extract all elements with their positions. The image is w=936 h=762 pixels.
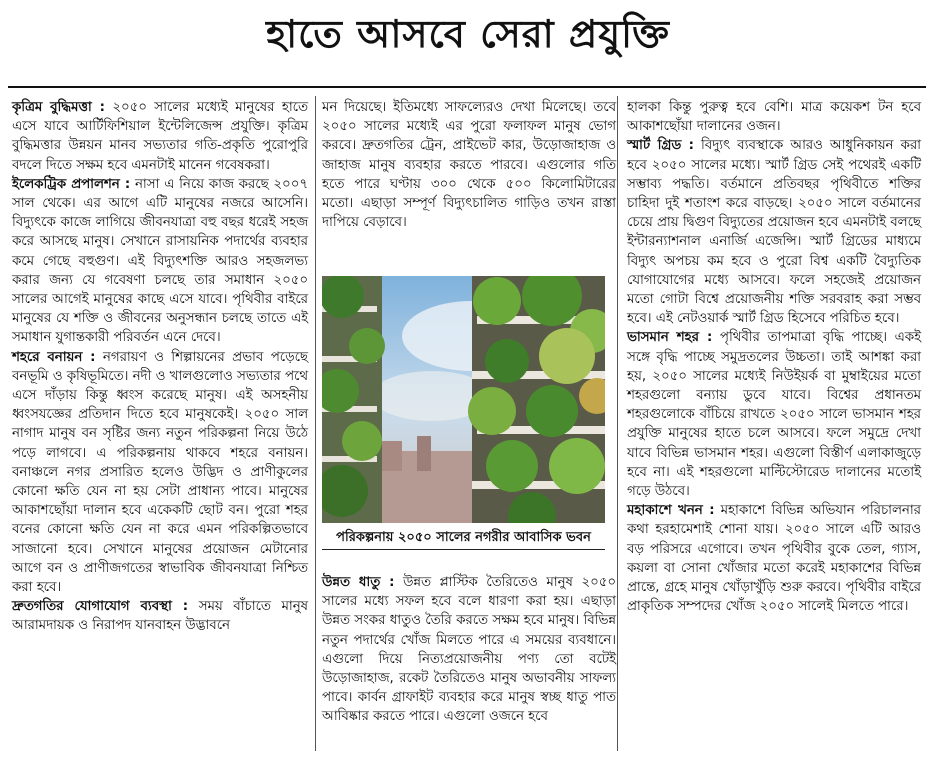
section-body: মহাকাশে বিভিন্ন অভিযান পরিচালনার কথা হরহামেশাই শোনা যায়। ২০৫০ সালে এটি আরও বড় পরিসরে এগোবে। তখন পৃথিবীর বুকে তেল, গ্যাস, কয়লা বা সোনা খোঁজার মতো করেই মহাকাশের বিভিন্ন প্রান্তে, গ্রহে মানুষ খোঁড়াখুঁড়ি শুরু করবে। পৃথিবীর বাইরে প্রাকৃতিক সম্পদের খোঁজ ২০৫০ সালেই মিলতে পারে। xyxy=(627,503,921,615)
section-body: নগরায়ণ ও শিল্পায়নের প্রভাব পড়েছে বনভূমি ও কৃষিভূমিতে। নদী ও খালগুলোও সভ্যতার পথে এসে দাঁড়ায় কিন্তু ধ্বংস করেছে মানুষ। এই অসহনীয় ধ্বংসযজ্ঞের প্রতিদান দিতে হবে মানুষকেই। ২০৫০ সাল নাগাদ মানুষ বন সৃষ্টির জন্য নতুন পরিকল্পনা নিয়ে উঠে পড়ে লাগবে। এ পরিকল্পনায় থাকবে শহরে বনায়ন। বনাঞ্চলে নগর প্রসারিত হলেও উদ্ভিদ ও প্রাণীকুলের কোনো ক্ষতি যেন না হয় সেটা প্রাধান্য পাবে। মানুষের আকাশছোঁয়া দালান হবে একেকটি ছোট বন। পুরো শহর বনের কোনো ক্ষতি যেন না করে এমন পরিকল্পিতভাবে সাজানো হবে। সেখানে মানুষের প্রয়োজন মেটানোর আগে বন ও প্রাণীজগতের স্বাভাবিক জীবনযাত্রা নিশ্চিত করা হবে। xyxy=(12,349,308,596)
section-title: মহাকাশে খনন : xyxy=(627,503,715,519)
headline-rule xyxy=(8,86,926,88)
section-title: শহরে বনায়ন : xyxy=(12,349,96,365)
paragraph-fast-transport-continued: মন দিয়েছে। ইতিমধ্যে সাফল্যেরও দেখা মিলেছে। তবে ২০৫০ সালের মধ্যেই এর পুরো ফলাফল মানুষ ভোগ করবে। দ্রুতগতির ট্রেন, প্রাইভেট কার, উড়োজাহাজ ও জাহাজ মানুষ ব্যবহার করতে পারবে। এগুলোর গতি হতে পারে ঘণ্টায় ৩০০ থেকে ৫০০ কিলোমিটারের মতো। এছাড়া সম্পূর্ণ বিদ্যুৎচালিত গাড়িও তখন রাস্তা দাপিয়ে বেড়াবে। xyxy=(322,100,616,231)
paragraph-smart-grid xyxy=(627,136,921,328)
section-body: পৃথিবীর তাপমাত্রা বৃদ্ধি পাচ্ছে। একই সঙ্গে বৃদ্ধি পাচ্ছে সমুদ্রতলের উচ্চতা। তাই আশঙ্কা করা হয়, ২০৫০ সালের মধ্যেই নিউইয়র্ক বা মুম্বাইয়ের মতো শহরগুলো বন্যায় ডুবে যাবে। বিশ্বের প্রধানতম শহরগুলোকে বাঁচিয়ে রাখতে ২০৫০ সালে ভাসমান শহর প্রযুক্তি মানুষের হাতে চলে আসবে। ফলে সমুদ্রে দেখা যাবে বিভিন্ন ভাসমান শহর। এগুলো বিস্তীর্ণ এলাকাজুড়ে হবে না। এই শহরগুলো মাল্টিস্টোরেড দালানের মতোই গড়ে উঠবে। xyxy=(627,330,921,500)
section-body: ২০৫০ সালের মধ্যেই মানুষের হাতে এসে যাবে আর্টিফিশিয়াল ইন্টেলিজেন্স প্রযুক্তি। কৃত্রিম বুদ্ধিমত্তার উন্নয়ন মানব সভ্যতার গতি-প্রকৃতি পুরোপুরি বদলে দিতে সক্ষম হবে এমনটাই মানেন গবেষকরা। xyxy=(12,100,308,173)
article-column-1 xyxy=(12,98,308,636)
paragraph-fast-transport xyxy=(12,597,308,635)
article-column-2 xyxy=(322,98,616,232)
column-divider xyxy=(617,96,618,751)
section-body: বিদ্যুৎ ব্যবস্থাকে আরও আধুনিকায়ন করা হবে ২০৫০ সালের মধ্যে। স্মার্ট গ্রিড সেই পথেরই একটি সম্ভাব্য পদ্ধতি। বর্তমানে প্রতিবছর পৃথিবীতে শক্তির চাহিদা দুই শতাংশ করে বাড়ছে। ২০৫০ সালে বর্তমানের চেয়ে প্রায় দ্বিগুণ বিদ্যুতের প্রয়োজন হবে এমনটাই বলছে ইন্টারন্যাশনাল এনার্জি এজেন্সি। স্মার্ট গ্রিডের মাধ্যমে বিদ্যুৎ অপচয় কম হবে ও পুরো বিশ্ব একটি বৈদ্যুতিক যোগাযোগের মধ্যে আসবে। ফলে সহজেই প্রয়োজন মতো গোটা বিশ্বে প্রয়োজনীয় শক্তি সরবরাহ করা সম্ভব হবে। এই নেটওয়ার্ক স্মার্ট গ্রিড হিসেবে পরিচিত হবে। xyxy=(627,138,922,327)
section-body: সময় বাঁচাতে মানুষ আরামদায়ক ও নিরাপদ যানবাহন উদ্ভাবনে xyxy=(12,599,308,634)
headline: হাতে আসবে সেরা প্রযুক্তি xyxy=(266,12,670,56)
vertical-forest-building-photo xyxy=(322,276,605,523)
section-title: ইলেকট্রিক প্রপালশন : xyxy=(12,176,131,192)
paragraph-urban-forestation xyxy=(12,348,308,598)
section-title: ভাসমান শহর : xyxy=(627,330,713,346)
section-title: উন্নত ধাতু : xyxy=(322,575,395,590)
paragraph-advanced-metals xyxy=(322,573,616,727)
section-title: কৃত্রিম বুদ্ধিমত্তা : xyxy=(12,100,105,115)
section-body: নাসা এ নিয়ে কাজ করছে ২০০৭ সাল থেকে। এর আগে এটি মানুষের নজরে আসেনি। বিদ্যুৎকে কাজে লাগিয়ে জীবনযাত্রা বহু বছর ধরেই সহজ করে আসছে মানুষ। সেখানে রাসায়নিক পদার্থের ব্যবহার কমে গেছে বহুগুণ। এই বিদ্যুৎশক্তি আরও সহজলভ্য করার জন্য যে গবেষণা চলছে তার সমাধান ২০৫০ সালের আগেই মানুষের কাছে এসে যাবে। পৃথিবীর বাইরে মানুষের যে শক্তি ও জীবনের অনুসন্ধান চলছে তাতে এই সমাধান যুগান্তকারী পরিবর্তন এনে দেবে। xyxy=(12,176,308,346)
paragraph-artificial-intelligence xyxy=(12,98,308,175)
paragraph-advanced-metals-continued: হালকা কিন্তু পুরুত্ব হবে বেশি। মাত্র কয়েকশ টন হবে আকাশছোঁয়া দালানের ওজন। xyxy=(627,100,921,135)
column-divider xyxy=(315,96,316,751)
article-column-2-lower xyxy=(322,573,616,727)
section-title: দ্রুতগতির যোগাযোগ ব্যবস্থা : xyxy=(12,599,189,615)
section-title: স্মার্ট গ্রিড : xyxy=(627,138,694,154)
article-column-3 xyxy=(627,98,921,616)
paragraph-floating-city xyxy=(627,328,921,501)
paragraph-space-mining xyxy=(627,501,921,616)
paragraph-electric-propulsion xyxy=(12,175,308,348)
photo-caption: পরিকল্পনায় ২০৫০ সালের নগরীর আবাসিক ভবন xyxy=(322,527,605,550)
section-body: উন্নত প্লাস্টিক তৈরিতেও মানুষ ২০৫০ সালের মধ্যে সফল হবে বলে ধারণা করা হয়। এছাড়া উন্নত সংকর ধাতুও তৈরি করতে সক্ষম হবে মানুষ। বিভিন্ন নতুন পদার্থের খোঁজ মিলতে পারে এ সময়ের ব্যবধানে। এগুলো দিয়ে নিত্যপ্রয়োজনীয় পণ্য তো বটেই উড়োজাহাজ, রকেট তৈরিতেও মানুষ অভাবনীয় সাফল্য পাবে। কার্বন গ্রাফাইট ব্যবহার করে মানুষ স্বচ্ছ ধাতু পাত আবিষ্কার করতে পারে। এগুলো ওজনে হবে xyxy=(322,575,616,725)
photo-illustration xyxy=(322,276,605,523)
